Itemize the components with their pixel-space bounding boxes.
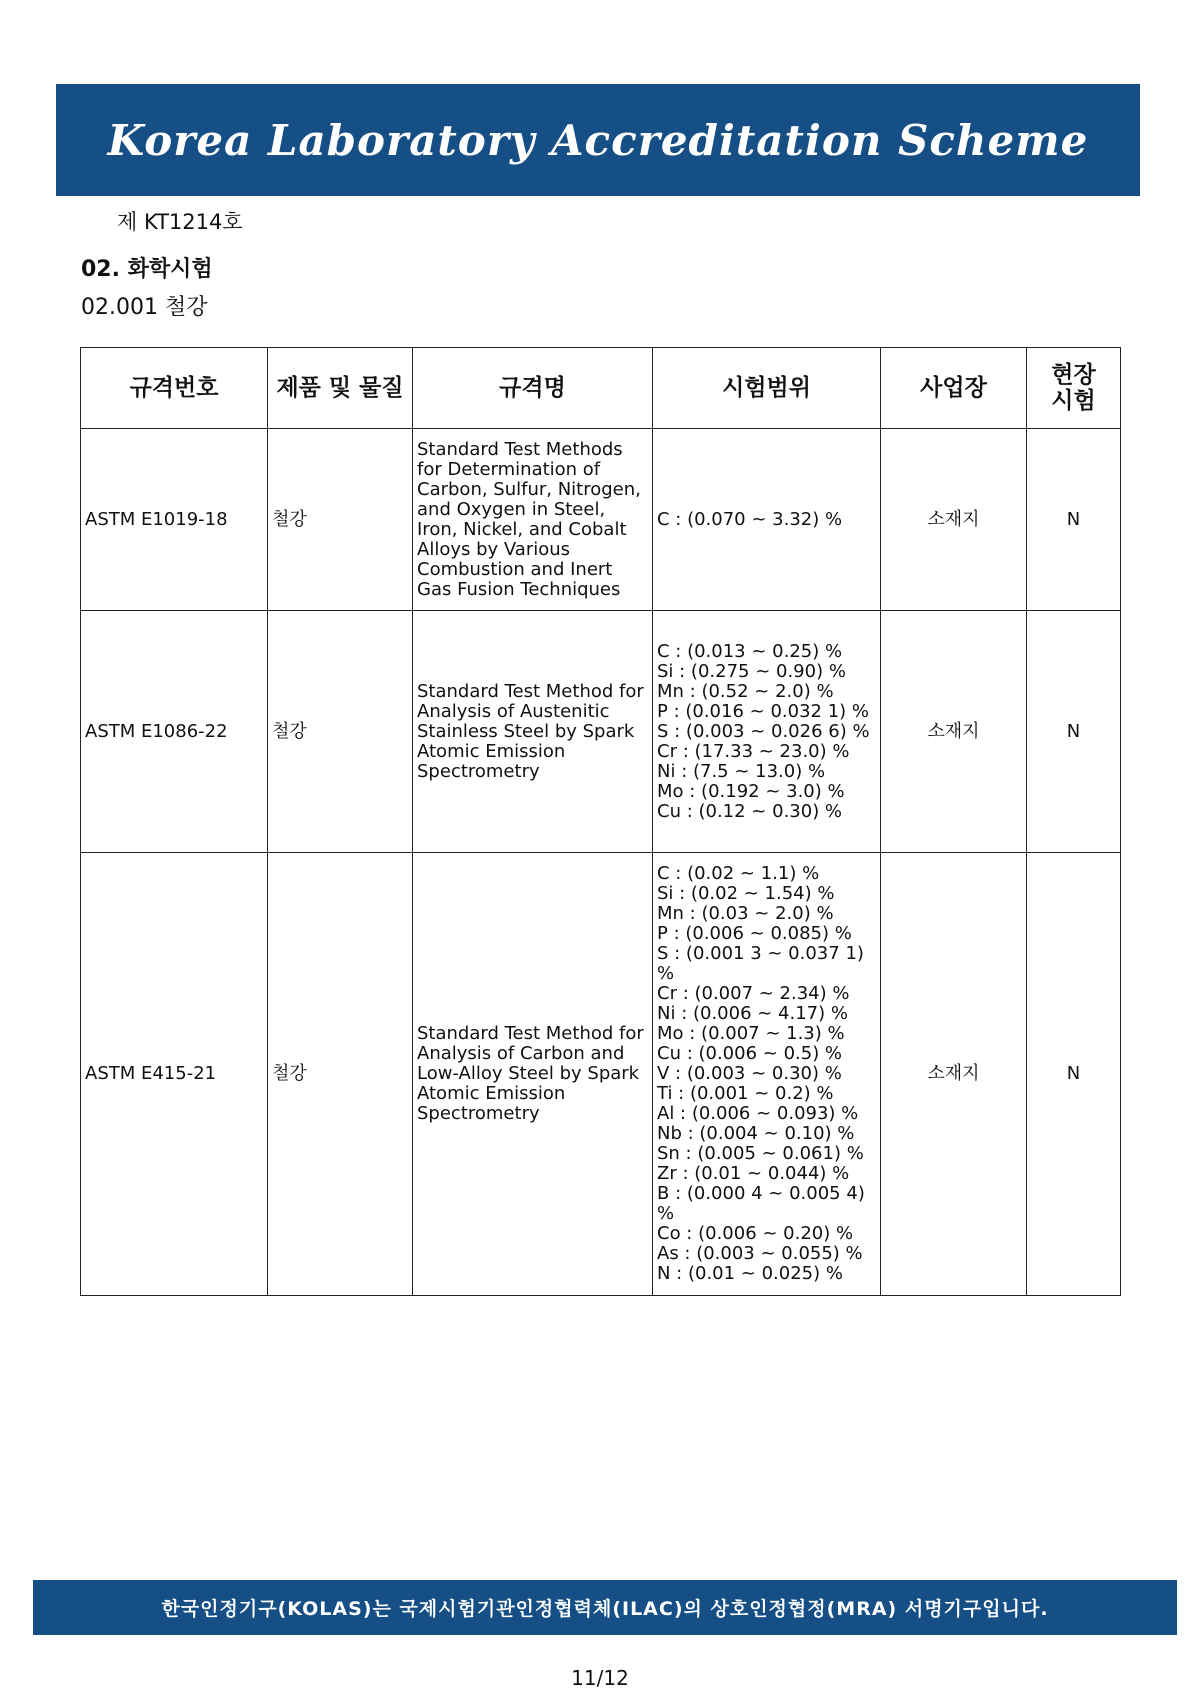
product: 철강 — [268, 853, 413, 1296]
test-range: C : (0.070 ~ 3.32) % — [653, 429, 881, 611]
product: 철강 — [268, 429, 413, 611]
site: 소재지 — [881, 429, 1027, 611]
banner-title: Korea Laboratory Accreditation Scheme — [56, 84, 1140, 196]
table-row — [81, 853, 1121, 1296]
header-site: 사업장 — [881, 348, 1027, 429]
certificate-number: 제 KT1214호 — [117, 210, 243, 234]
standard-title: Standard Test Method for Analysis of Carbon and Low-Alloy Steel by Spark Atomic Emission Spectrometry — [413, 853, 653, 1296]
site: 소재지 — [881, 611, 1027, 853]
test-range: C : (0.02 ~ 1.1) % Si : (0.02 ~ 1.54) % Mn : (0.03 ~ 2.0) % P : (0.006 ~ 0.085) % S : (0.001 3 ~ 0.037 1) % Cr : (0.007 ~ 2.34) % Ni : (0.006 ~ 4.17) % Mo : (0.007 ~ 1.3) % Cu : (0.006 ~ 0.5) % V : (0.003 ~ 0.30) % Ti : (0.001 ~ 0.2) % Al : (0.006 ~ 0.093) % Nb : (0.004 ~ 0.10) % Sn : (0.005 ~ 0.061) % Zr : (0.01 ~ 0.044) % B : (0.000 4 ~ 0.005 4) % Co : (0.006 ~ 0.20) % As : (0.003 ~ 0.055) % N : (0.01 ~ 0.025) % — [653, 853, 881, 1296]
header-standard-title: 규격명 — [413, 348, 653, 429]
standard-no: ASTM E415-21 — [81, 853, 268, 1296]
accreditation-scope-table — [80, 347, 1121, 1296]
table-row — [81, 429, 1121, 611]
section-title: 02. 화학시험 — [81, 257, 213, 282]
onsite: N — [1027, 853, 1121, 1296]
onsite: N — [1027, 611, 1121, 853]
standard-no: ASTM E1086-22 — [81, 611, 268, 853]
onsite: N — [1027, 429, 1121, 611]
site: 소재지 — [881, 853, 1027, 1296]
table-header-row — [81, 348, 1121, 429]
test-range: C : (0.013 ~ 0.25) % Si : (0.275 ~ 0.90) % Mn : (0.52 ~ 2.0) % P : (0.016 ~ 0.032 1) % S : (0.003 ~ 0.026 6) % Cr : (17.33 ~ 23.0) % Ni : (7.5 ~ 13.0) % Mo : (0.192 ~ 3.0) % Cu : (0.12 ~ 0.30) % — [653, 611, 881, 853]
footer-statement: 한국인정기구(KOLAS)는 국제시험기관인정협력체(ILAC)의 상호인정협정(MRA) 서명기구입니다. — [33, 1580, 1177, 1635]
product: 철강 — [268, 611, 413, 853]
standard-title: Standard Test Methods for Determination of Carbon, Sulfur, Nitrogen, and Oxygen in Steel, Iron, Nickel, and Cobalt Alloys by Various Combustion and Inert Gas Fusion Techniques — [413, 429, 653, 611]
section-subtitle: 02.001 철강 — [81, 295, 208, 320]
header-product: 제품 및 물질 — [268, 348, 413, 429]
standard-no: ASTM E1019-18 — [81, 429, 268, 611]
header-standard-no: 규격번호 — [81, 348, 268, 429]
standard-title: Standard Test Method for Analysis of Austenitic Stainless Steel by Spark Atomic Emission Spectrometry — [413, 611, 653, 853]
table-row — [81, 611, 1121, 853]
header-test-range: 시험범위 — [653, 348, 881, 429]
page-number: 11/12 — [571, 1666, 629, 1690]
header-onsite: 현장 시험 — [1027, 348, 1121, 429]
